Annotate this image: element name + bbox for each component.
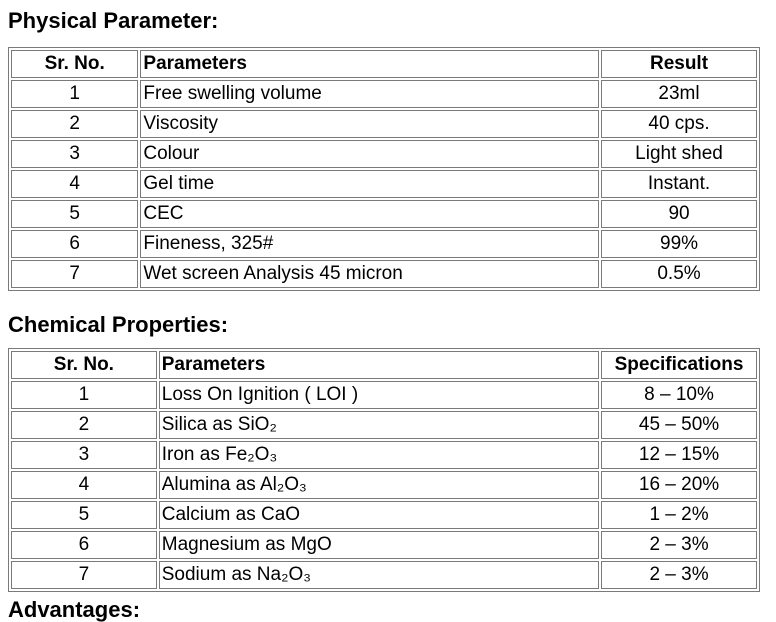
specification-cell: 1 – 2% <box>601 501 757 529</box>
specification-cell: 45 – 50% <box>601 411 757 439</box>
sr-no-cell: 3 <box>11 140 138 168</box>
table-header-row <box>11 351 757 379</box>
parameter-cell: CEC <box>140 200 599 228</box>
sr-no-cell: 1 <box>11 381 157 409</box>
physical-parameter-heading: Physical Parameter: <box>8 8 219 33</box>
table-row <box>11 170 757 198</box>
result-cell: 0.5% <box>601 260 757 288</box>
table-row <box>11 80 757 108</box>
result-cell: Instant. <box>601 170 757 198</box>
sr-no-cell: 4 <box>11 471 157 499</box>
table-row <box>11 381 757 409</box>
parameter-cell: Magnesium as MgO <box>159 531 599 559</box>
table-row <box>11 411 757 439</box>
sr-no-cell: 3 <box>11 441 157 469</box>
parameter-cell: Gel time <box>140 170 599 198</box>
specification-cell: 2 – 3% <box>601 531 757 559</box>
table-header-row <box>11 50 757 78</box>
specification-cell: 8 – 10% <box>601 381 757 409</box>
chemical-properties-table <box>8 348 760 592</box>
column-header-parameters: Parameters <box>140 50 599 78</box>
parameter-cell: Wet screen Analysis 45 micron <box>140 260 599 288</box>
column-header-sr-no: Sr. No. <box>11 351 157 379</box>
sr-no-cell: 6 <box>11 230 138 258</box>
table-row <box>11 501 757 529</box>
sr-no-cell: 5 <box>11 200 138 228</box>
sr-no-cell: 2 <box>11 110 138 138</box>
result-cell: 90 <box>601 200 757 228</box>
sr-no-cell: 4 <box>11 170 138 198</box>
parameter-cell: Free swelling volume <box>140 80 599 108</box>
parameter-cell: Calcium as CaO <box>159 501 599 529</box>
specification-cell: 12 – 15% <box>601 441 757 469</box>
column-header-result: Result <box>601 50 757 78</box>
table-row <box>11 140 757 168</box>
parameter-cell: Silica as SiO₂ <box>159 411 599 439</box>
specification-cell: 2 – 3% <box>601 561 757 589</box>
parameter-cell: Alumina as Al₂O₃ <box>159 471 599 499</box>
column-header-parameters: Parameters <box>159 351 599 379</box>
advantages-heading: Advantages: <box>8 597 141 622</box>
table-row <box>11 561 757 589</box>
sr-no-cell: 7 <box>11 561 157 589</box>
table-row <box>11 230 757 258</box>
specification-cell: 16 – 20% <box>601 471 757 499</box>
parameter-cell: Viscosity <box>140 110 599 138</box>
table-row <box>11 531 757 559</box>
column-header-specifications: Specifications <box>601 351 757 379</box>
parameter-cell: Loss On Ignition ( LOI ) <box>159 381 599 409</box>
sr-no-cell: 7 <box>11 260 138 288</box>
parameter-cell: Fineness, 325# <box>140 230 599 258</box>
sr-no-cell: 1 <box>11 80 138 108</box>
physical-parameter-table <box>8 47 760 291</box>
column-header-sr-no: Sr. No. <box>11 50 138 78</box>
parameter-cell: Sodium as Na₂O₃ <box>159 561 599 589</box>
table-row <box>11 110 757 138</box>
chemical-properties-heading: Chemical Properties: <box>8 312 229 337</box>
table-row <box>11 260 757 288</box>
table-row <box>11 471 757 499</box>
table-row <box>11 200 757 228</box>
parameter-cell: Iron as Fe₂O₃ <box>159 441 599 469</box>
result-cell: Light shed <box>601 140 757 168</box>
sr-no-cell: 2 <box>11 411 157 439</box>
result-cell: 23ml <box>601 80 757 108</box>
table-row <box>11 441 757 469</box>
parameter-cell: Colour <box>140 140 599 168</box>
sr-no-cell: 5 <box>11 501 157 529</box>
result-cell: 99% <box>601 230 757 258</box>
result-cell: 40 cps. <box>601 110 757 138</box>
sr-no-cell: 6 <box>11 531 157 559</box>
